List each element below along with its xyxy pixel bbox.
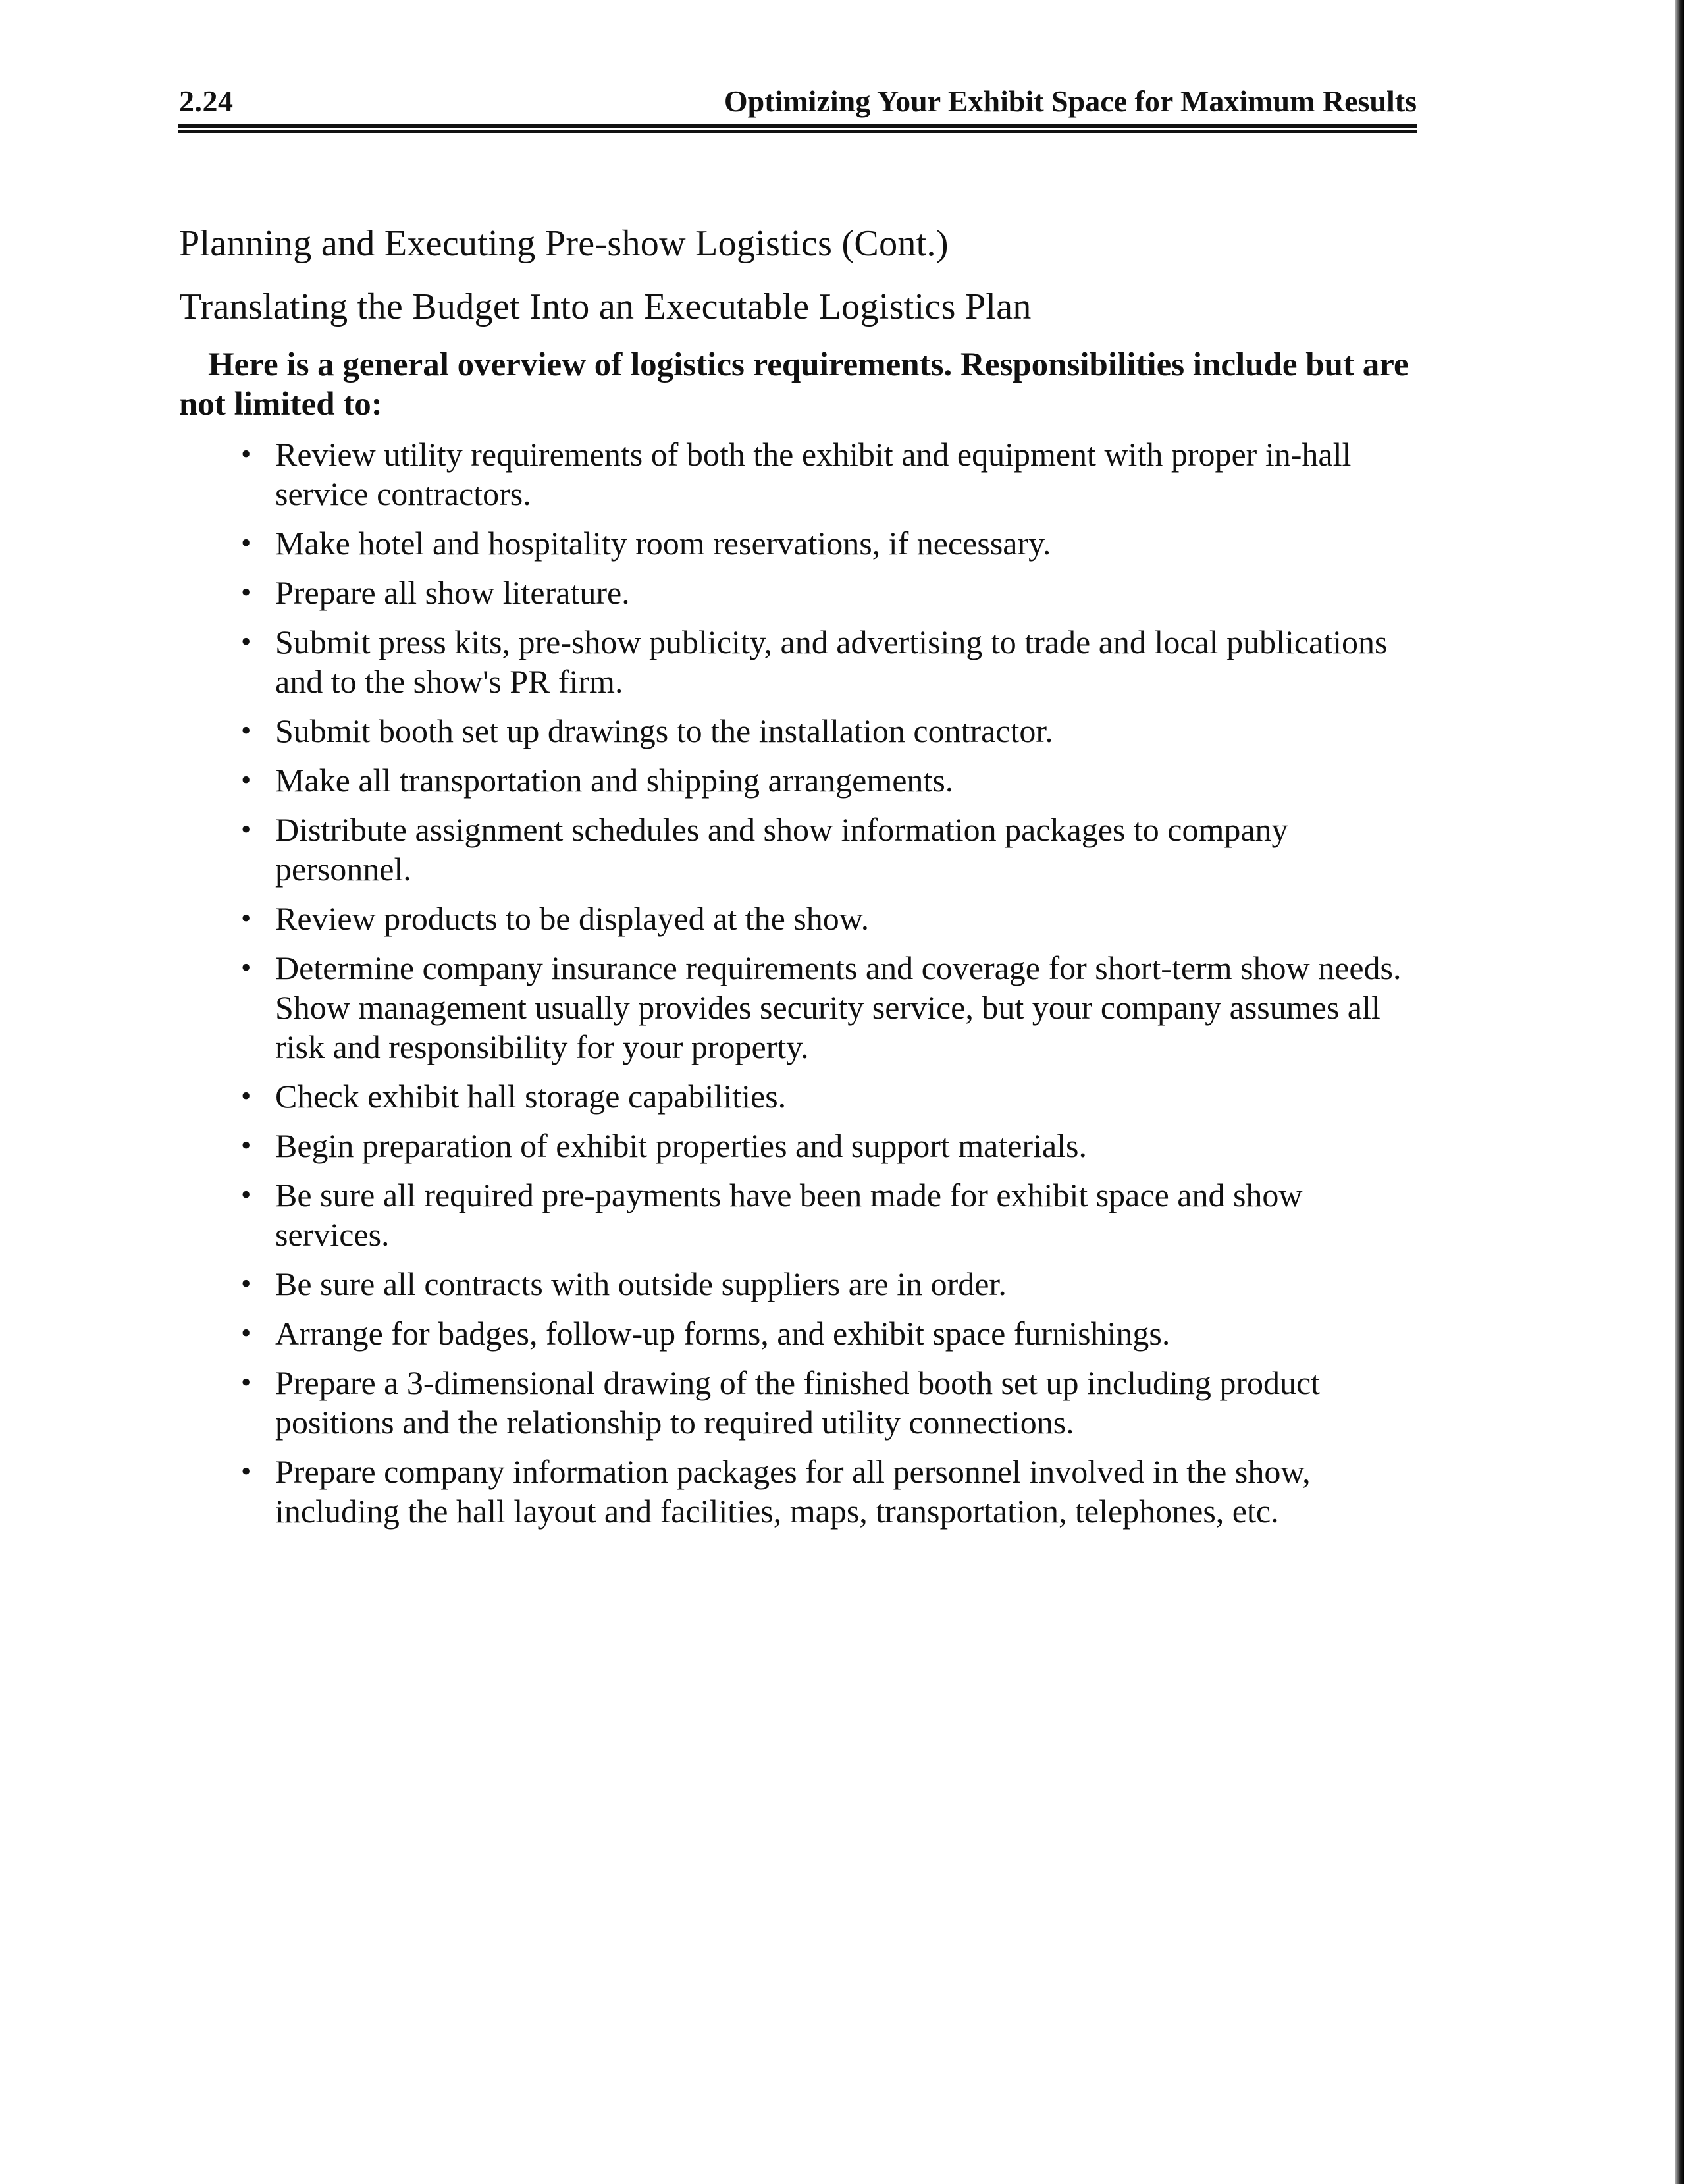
- list-item-text: Determine company insurance requirements and coverage for short-term show needs. Show management usually provides security service, but your company assumes all risk and responsibility for your property.: [275, 949, 1402, 1065]
- intro-paragraph: Here is a general overview of logistics requirements. Responsibilities include but are not limited to:: [179, 346, 1409, 423]
- header-rule: [178, 124, 1417, 136]
- bullet-icon: •: [241, 576, 251, 608]
- bullet-icon: •: [241, 1317, 251, 1349]
- list-item-text: Begin preparation of exhibit properties and support materials.: [275, 1127, 1087, 1164]
- bullet-icon: •: [241, 438, 251, 470]
- list-item: [232, 1175, 1423, 1254]
- bullet-icon: •: [241, 527, 251, 559]
- section-heading: Planning and Executing Pre-show Logistics (Cont.): [179, 223, 949, 264]
- bullet-icon: •: [241, 764, 251, 796]
- bullet-icon: •: [241, 1179, 251, 1211]
- bullet-icon: •: [241, 951, 251, 984]
- list-item-text: Distribute assignment schedules and show information packages to company personnel.: [275, 811, 1288, 888]
- page-header: [178, 78, 1417, 122]
- header-rule-thin: [178, 130, 1417, 133]
- list-item-text: Prepare a 3-dimensional drawing of the finished booth set up including product positions and the relationship to required utility connections.: [275, 1364, 1321, 1441]
- bullet-icon: •: [241, 1366, 251, 1398]
- list-item: [232, 523, 1423, 563]
- list-item: [232, 1314, 1423, 1353]
- bullet-icon: •: [241, 902, 251, 934]
- page-number: 2.24: [179, 84, 234, 118]
- bullet-icon: •: [241, 1267, 251, 1300]
- list-item-text: Make hotel and hospitality room reservations, if necessary.: [275, 525, 1051, 562]
- list-item: [232, 622, 1423, 701]
- list-item: [232, 810, 1423, 889]
- list-item: [232, 948, 1423, 1067]
- list-item-text: Prepare all show literature.: [275, 574, 630, 611]
- list-item-text: Review products to be displayed at the show.: [275, 900, 870, 937]
- list-item-text: Make all transportation and shipping arrangements.: [275, 762, 954, 799]
- list-item-text: Submit press kits, pre-show publicity, and advertising to trade and local publications and to the show's PR firm.: [275, 624, 1388, 700]
- list-item-text: Arrange for badges, follow-up forms, and exhibit space furnishings.: [275, 1315, 1171, 1352]
- bullet-icon: •: [241, 626, 251, 658]
- list-item: [232, 1126, 1423, 1165]
- list-item-text: Prepare company information packages for all personnel involved in the show, including the hall layout and facilities, maps, transportation, telephones, etc.: [275, 1453, 1311, 1530]
- list-item: [232, 435, 1423, 514]
- list-item: [232, 1452, 1423, 1531]
- list-item-text: Check exhibit hall storage capabilities.: [275, 1078, 787, 1115]
- list-item: [232, 573, 1423, 612]
- bullet-icon: •: [241, 714, 251, 747]
- list-item: [232, 760, 1423, 800]
- list-item: [232, 899, 1423, 938]
- bullet-icon: •: [241, 1455, 251, 1487]
- list-item-text: Be sure all contracts with outside suppliers are in order.: [275, 1265, 1007, 1302]
- bullet-icon: •: [241, 813, 251, 845]
- list-item-text: Be sure all required pre-payments have been made for exhibit space and show services.: [275, 1177, 1303, 1253]
- scan-edge: [1675, 0, 1684, 2184]
- list-item: [232, 1077, 1423, 1116]
- sub-heading: Translating the Budget Into an Executable Logistics Plan: [179, 286, 1032, 327]
- list-item-text: Review utility requirements of both the exhibit and equipment with proper in-hall service contractors.: [275, 436, 1352, 512]
- list-item: [232, 1363, 1423, 1442]
- bullet-icon: •: [241, 1129, 251, 1161]
- bullet-icon: •: [241, 1080, 251, 1112]
- running-title: Optimizing Your Exhibit Space for Maximum Results: [724, 84, 1417, 118]
- list-item: [232, 711, 1423, 751]
- logistics-list: [232, 435, 1423, 1541]
- list-item-text: Submit booth set up drawings to the installation contractor.: [275, 712, 1053, 749]
- list-item: [232, 1264, 1423, 1304]
